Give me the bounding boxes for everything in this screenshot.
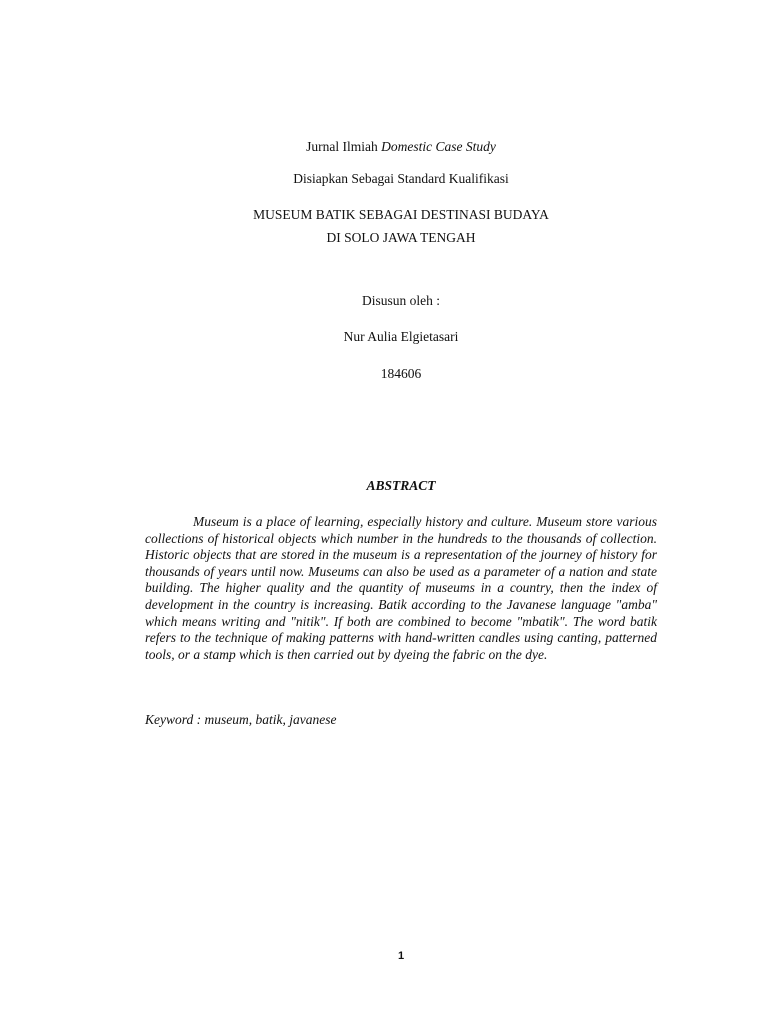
keywords-line: Keyword : museum, batik, javanese: [145, 712, 337, 727]
journal-prefix: Jurnal Ilmiah: [306, 139, 382, 154]
journal-line: [0, 138, 768, 156]
journal-type: Domestic Case Study: [381, 139, 496, 154]
abstract-heading: ABSTRACT: [366, 478, 436, 493]
abstract-body: Museum is a place of learning, especially history and culture. Museum store various collections of historical objects which number in the hundreds to the thousands of collection. Historic objects that are stored in the museum is a representation of the journey of history for thousands of years until now. Museums can also be used as a parameter of a nation and state building. The higher quality and the quantity of museums in a country, then the index of development in the country is increasing. Batik according to the Javanese language "amba" which means writing and "nitik". If both are combined to become "mbatik". The word batik refers to the technique of making patterns with hand-written candles using canting, patterned tools, or a stamp which is then carried out by dyeing the fabric on the dye.: [145, 514, 657, 662]
page-number: 1: [397, 950, 405, 962]
prepared-for-line: Disiapkan Sebagai Standard Kualifikasi: [293, 171, 509, 186]
student-id: 184606: [380, 366, 422, 381]
author-by-label: Disusun oleh :: [361, 293, 440, 308]
paper-title-line-2: DI SOLO JAWA TENGAH: [326, 230, 476, 245]
author-name: Nur Aulia Elgietasari: [343, 329, 459, 344]
paper-title-line-1: MUSEUM BATIK SEBAGAI DESTINASI BUDAYA: [253, 207, 549, 222]
